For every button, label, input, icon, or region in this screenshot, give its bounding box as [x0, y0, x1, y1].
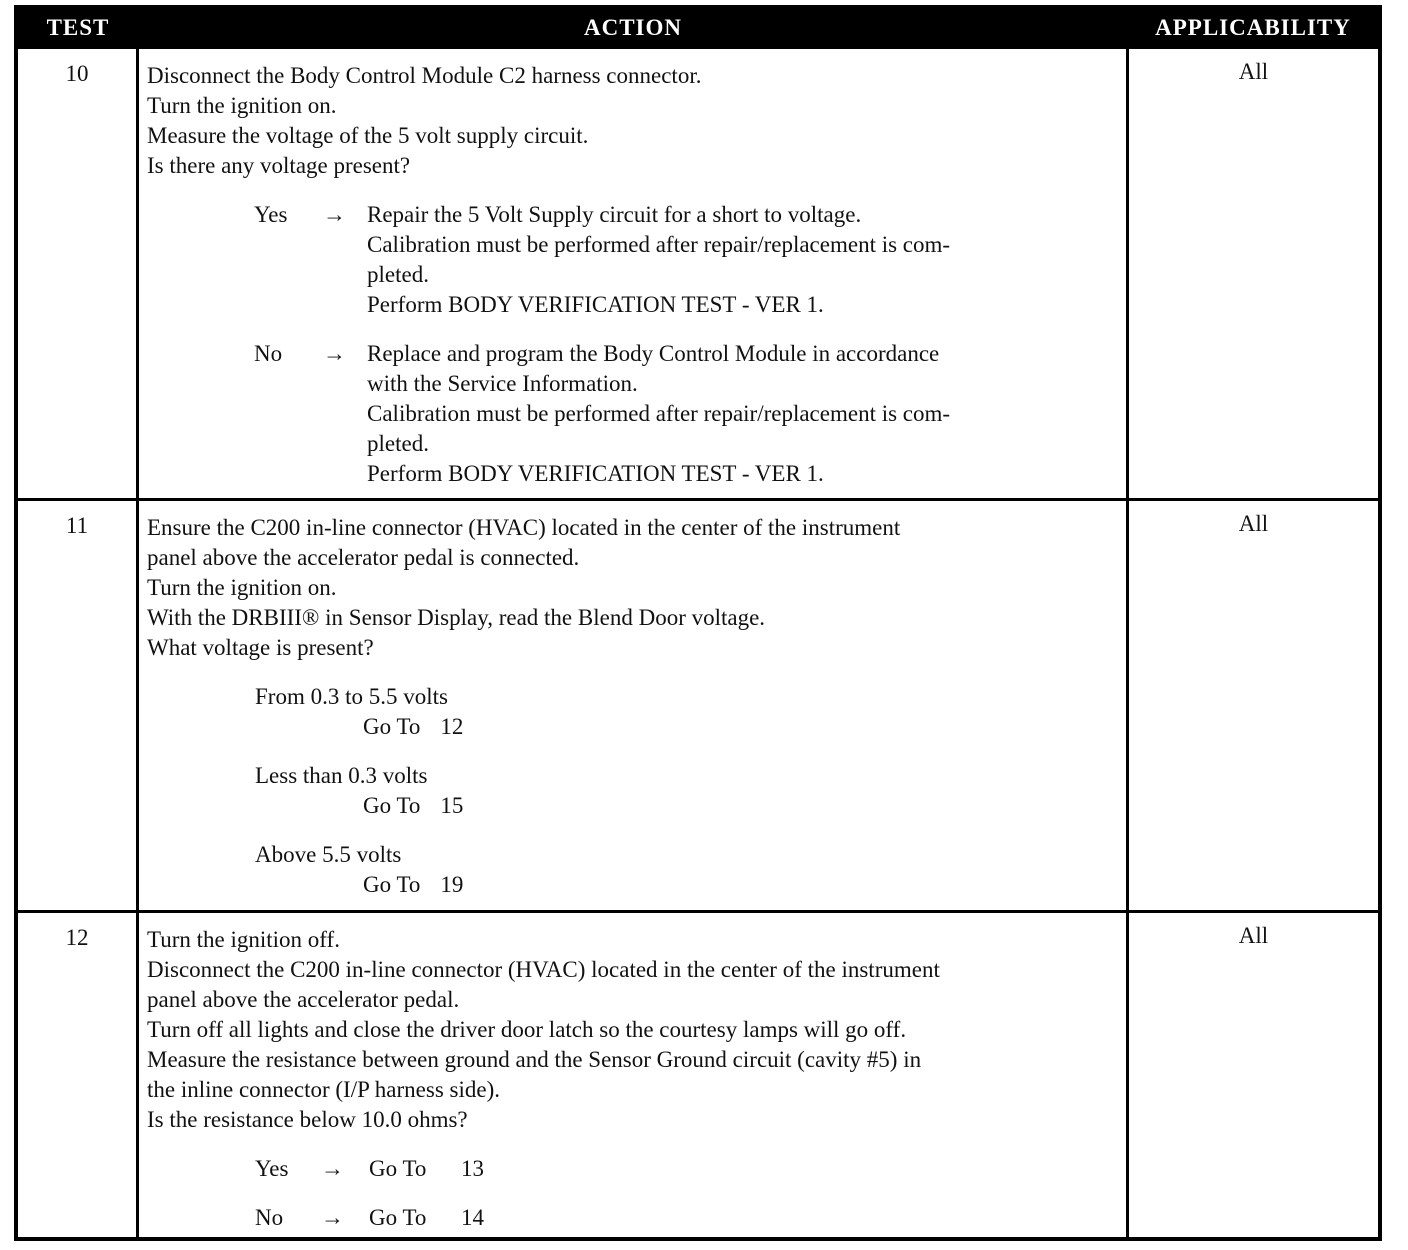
- goto-target: 14: [461, 1205, 484, 1230]
- goto-target: 13: [461, 1156, 484, 1181]
- step: panel above the accelerator pedal is connected.: [147, 545, 580, 570]
- arrow-icon: →: [323, 341, 346, 366]
- voltage-option: [255, 840, 1118, 900]
- goto-label: Go To: [363, 714, 421, 739]
- step: Turn the ignition on.: [147, 575, 337, 600]
- voltage-option: [255, 682, 1118, 742]
- result-line: Repair the 5 Volt Supply circuit for a short to voltage.: [367, 202, 862, 227]
- action-cell: [139, 501, 1129, 910]
- test-number: 10: [65, 61, 89, 86]
- header-applicability: APPLICABILITY: [1155, 15, 1351, 40]
- step: panel above the accelerator pedal.: [147, 987, 460, 1012]
- goto-label: Go To: [369, 1156, 427, 1181]
- option-condition: Less than 0.3 volts: [255, 763, 428, 788]
- diagnostic-test-table: [14, 5, 1382, 1241]
- voltage-option: [255, 761, 1118, 821]
- goto-label: Go To: [363, 872, 421, 897]
- yes-branch: [147, 200, 1118, 320]
- action-cell: [139, 49, 1129, 498]
- step: Is there any voltage present?: [147, 153, 411, 178]
- goto-target: 12: [440, 714, 464, 739]
- option-condition: Above 5.5 volts: [255, 842, 402, 867]
- applicability-value: All: [1238, 59, 1269, 84]
- step: Is the resistance below 10.0 ohms?: [147, 1107, 468, 1132]
- action-cell: [139, 913, 1129, 1237]
- header-test: TEST: [46, 15, 110, 40]
- goto-label: Go To: [363, 793, 421, 818]
- step: Turn off all lights and close the driver door latch so the courtesy lamps will go off.: [147, 1017, 907, 1042]
- table-row-test-10: [18, 49, 1378, 498]
- step: Measure the resistance between ground and the Sensor Ground circuit (cavity #5) in: [147, 1047, 922, 1072]
- applicability-value: All: [1238, 923, 1269, 948]
- arrow-icon: →: [321, 1205, 344, 1230]
- goto-label: Go To: [369, 1205, 427, 1230]
- table-row-test-11: [18, 498, 1378, 910]
- applicability-value: All: [1238, 511, 1269, 536]
- table-row-test-12: [18, 910, 1378, 1237]
- step: With the DRBIII® in Sensor Display, read the Blend Door voltage.: [147, 605, 766, 630]
- goto-target: 15: [440, 793, 464, 818]
- yes-branch: [147, 1154, 1118, 1184]
- result-line: Calibration must be performed after repair/replacement is com-: [367, 232, 951, 257]
- step: Turn the ignition off.: [147, 927, 340, 952]
- arrow-icon: →: [321, 1156, 344, 1181]
- no-branch: [147, 1203, 1118, 1233]
- no-label: No: [255, 1205, 284, 1230]
- step: Turn the ignition on.: [147, 93, 337, 118]
- result-line: Perform BODY VERIFICATION TEST - VER 1.: [367, 461, 824, 486]
- result-line: with the Service Information.: [367, 371, 638, 396]
- yes-label: Yes: [254, 202, 288, 227]
- step: Disconnect the C200 in-line connector (HVAC) located in the center of the instrument: [147, 957, 940, 982]
- step: Disconnect the Body Control Module C2 harness connector.: [147, 63, 702, 88]
- table-header: [18, 9, 1378, 49]
- arrow-icon: →: [323, 202, 346, 227]
- test-number: 12: [65, 925, 89, 950]
- result-line: Calibration must be performed after repair/replacement is com-: [367, 401, 951, 426]
- step: the inline connector (I/P harness side).: [147, 1077, 500, 1102]
- result-line: pleted.: [367, 262, 429, 287]
- test-number: 11: [65, 513, 89, 538]
- yes-label: Yes: [255, 1156, 289, 1181]
- result-line: Replace and program the Body Control Module in accordance: [367, 341, 940, 366]
- step: Ensure the C200 in-line connector (HVAC) located in the center of the instrument: [147, 515, 901, 540]
- step: Measure the voltage of the 5 volt supply circuit.: [147, 123, 589, 148]
- result-line: pleted.: [367, 431, 429, 456]
- goto-target: 19: [440, 872, 464, 897]
- no-label: No: [254, 341, 283, 366]
- option-condition: From 0.3 to 5.5 volts: [255, 684, 448, 709]
- result-line: Perform BODY VERIFICATION TEST - VER 1.: [367, 292, 824, 317]
- step: What voltage is present?: [147, 635, 374, 660]
- no-branch: [147, 339, 1118, 489]
- header-action: ACTION: [583, 15, 682, 40]
